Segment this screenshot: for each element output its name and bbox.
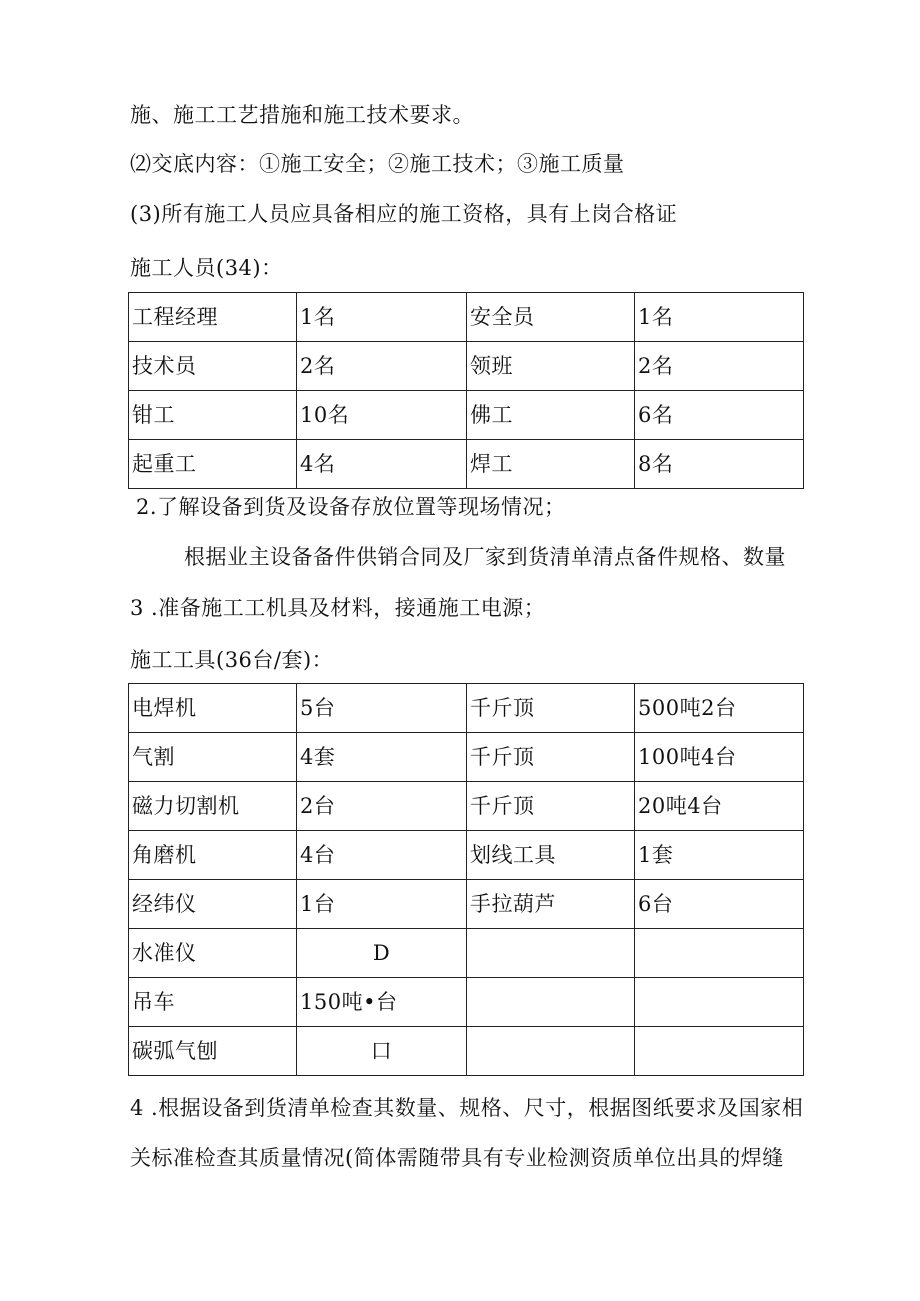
table-cell: 经纬仪 <box>129 880 297 929</box>
table-cell: 6台 <box>635 880 804 929</box>
table-cell <box>635 929 804 978</box>
table-cell: 焊工 <box>467 440 635 489</box>
paragraph-6: 根据业主设备备件供销合同及厂家到货清单清点备件规格、数量 <box>184 545 786 569</box>
table-cell <box>467 1027 635 1076</box>
table-cell <box>635 978 804 1027</box>
table-cell: 1名 <box>635 293 804 342</box>
table-cell: 100吨4台 <box>635 733 804 782</box>
table-cell: 4套 <box>297 733 467 782</box>
table-cell: 1台 <box>297 880 467 929</box>
table-cell: 磁力切割机 <box>129 782 297 831</box>
table-cell <box>467 929 635 978</box>
paragraph-5: 2.了解设备到货及设备存放位置等现场情况； <box>136 495 566 519</box>
table-cell: 4台 <box>297 831 467 880</box>
table-cell: 角磨机 <box>129 831 297 880</box>
paragraph-3: (3)所有施工人员应具备相应的施工资格，具有上岗合格证 <box>130 202 678 226</box>
table-cell: 领班 <box>467 342 635 391</box>
table-cell: 1名 <box>297 293 467 342</box>
table-cell: 电焊机 <box>129 684 297 733</box>
table-cell: 1套 <box>635 831 804 880</box>
table-cell: 吊车 <box>129 978 297 1027</box>
table-cell: 2台 <box>297 782 467 831</box>
table-cell: 口 <box>297 1027 467 1076</box>
table-cell: 碳弧气刨 <box>129 1027 297 1076</box>
table-cell: 安全员 <box>467 293 635 342</box>
table-cell: 千斤顶 <box>467 684 635 733</box>
paragraph-7: 3 .准备施工工机具及材料，接通施工电源； <box>130 596 546 620</box>
table-cell: 150吨•台 <box>297 978 467 1027</box>
table-cell: 千斤顶 <box>467 733 635 782</box>
table-cell: 20吨4台 <box>635 782 804 831</box>
table-cell: D <box>297 929 467 978</box>
table-cell <box>467 978 635 1027</box>
table-cell: 钳工 <box>129 391 297 440</box>
tools-table <box>128 683 804 1076</box>
table-cell: 500吨2台 <box>635 684 804 733</box>
paragraph-2: ⑵交底内容：①施工安全；②施工技术；③施工质量 <box>130 152 625 176</box>
table-cell: 气割 <box>129 733 297 782</box>
table-cell: 划线工具 <box>467 831 635 880</box>
table-cell: 佛工 <box>467 391 635 440</box>
table-cell: 起重工 <box>129 440 297 489</box>
table-cell: 8名 <box>635 440 804 489</box>
table-cell: 4名 <box>297 440 467 489</box>
paragraph-1: 施、施工工艺措施和施工技术要求。 <box>130 103 474 127</box>
table-cell: 2名 <box>635 342 804 391</box>
personnel-table <box>128 292 804 489</box>
paragraph-4-personnel-heading: 施工人员(34)： <box>130 256 283 280</box>
table-cell: 10名 <box>297 391 467 440</box>
paragraph-8-tools-heading: 施工工具(36台/套)： <box>130 648 334 672</box>
paragraph-10: 关标准检查其质量情况(简体需随带具有专业检测资质单位出具的焊缝 <box>130 1146 784 1170</box>
table-cell <box>635 1027 804 1076</box>
table-cell: 水准仪 <box>129 929 297 978</box>
table-cell: 5台 <box>297 684 467 733</box>
table-cell: 6名 <box>635 391 804 440</box>
table-cell: 技术员 <box>129 342 297 391</box>
table-cell: 千斤顶 <box>467 782 635 831</box>
table-cell: 2名 <box>297 342 467 391</box>
table-cell: 手拉葫芦 <box>467 880 635 929</box>
paragraph-9: 4 .根据设备到货清单检查其数量、规格、尺寸，根据图纸要求及国家相 <box>130 1096 804 1120</box>
table-cell: 工程经理 <box>129 293 297 342</box>
